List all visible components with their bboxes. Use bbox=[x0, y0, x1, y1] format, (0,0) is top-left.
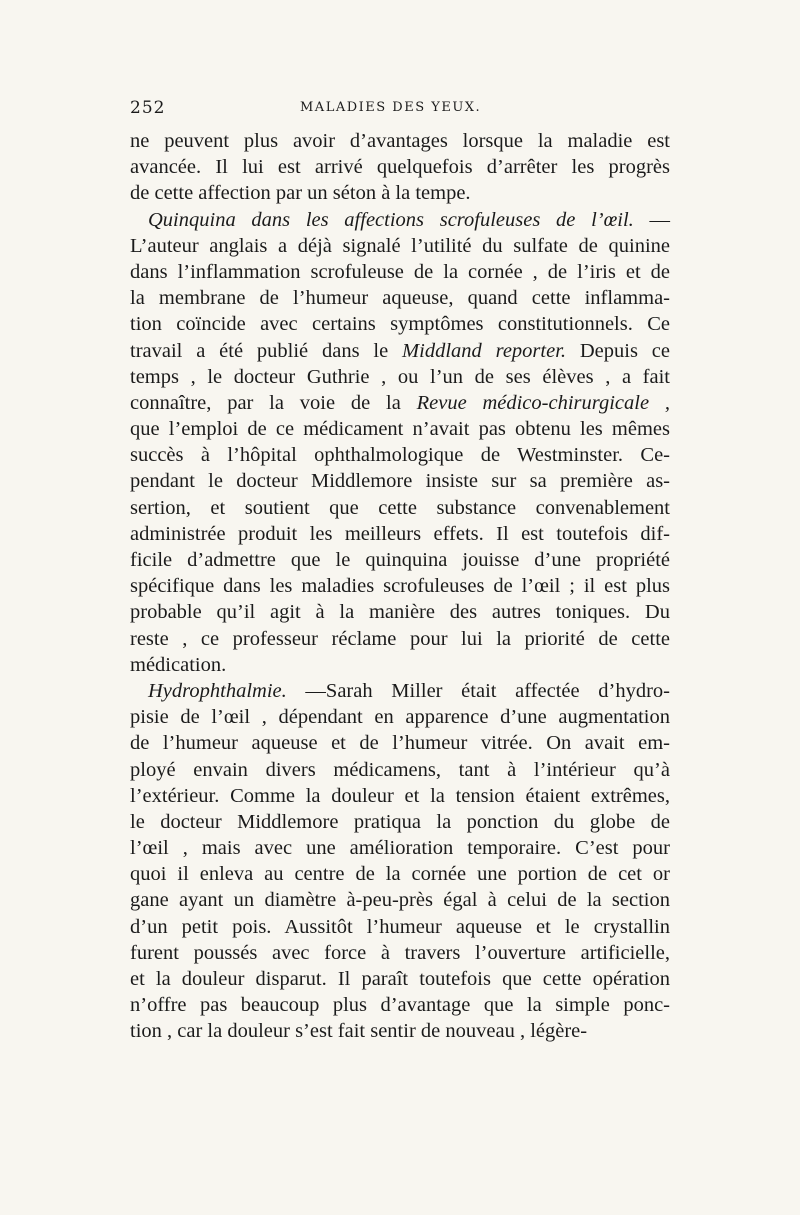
text-run: ne peuvent plus avoir d’avantages lorsque la maladie est bbox=[130, 130, 670, 152]
text-run: la membrane de l’humeur aqueuse, quand cette inflamma- bbox=[130, 287, 670, 310]
text-line bbox=[130, 809, 670, 835]
running-title: MALADIES DES YEUX. bbox=[300, 100, 482, 115]
text-line bbox=[130, 521, 670, 547]
text-run: ficile d’admettre que le quinquina jouisse d’une propriété bbox=[130, 549, 670, 571]
text-run: Depuis ce bbox=[566, 339, 670, 362]
text-line bbox=[130, 416, 670, 442]
text-run: que l’emploi de ce médicament n’avait pas obtenu les mêmes bbox=[130, 418, 670, 441]
text-run: tion , car la douleur s’est fait sentir de nouveau , légère- bbox=[130, 1020, 588, 1043]
text-run: d’un petit pois. Aussitôt l’humeur aqueuse et le crystallin bbox=[130, 915, 670, 938]
paragraph bbox=[130, 207, 670, 678]
text-run: spécifique dans les maladies scrofuleuses de l’œil ; il est plus bbox=[130, 575, 670, 598]
text-line bbox=[130, 966, 670, 992]
text-run: de l’humeur aqueuse et de l’humeur vitrée. On avait em- bbox=[130, 732, 670, 755]
text-line bbox=[130, 338, 670, 364]
text-line bbox=[130, 180, 670, 206]
text-run: l’œil , mais avec une amélioration temporaire. C’est pour bbox=[130, 837, 670, 860]
text-run: —Sarah Miller était affectée d’hydro- bbox=[286, 679, 670, 702]
text-run: — bbox=[633, 208, 671, 231]
text-run: médication. bbox=[130, 653, 227, 676]
text-line bbox=[130, 364, 670, 390]
text-run: quoi il enleva au centre de la cornée une portion de cet or bbox=[130, 863, 670, 886]
body-text bbox=[130, 128, 670, 1045]
text-line bbox=[130, 783, 670, 809]
text-run: L’auteur anglais a déjà signalé l’utilité du sulfate de quinine bbox=[130, 234, 670, 257]
text-run: connaître, par la voie de la bbox=[130, 391, 417, 414]
text-run: sertion, et soutient que cette substance convenablement bbox=[130, 496, 670, 519]
italic-text: Revue médico-chirurgicale , bbox=[416, 391, 670, 414]
text-run: probable qu’il agit à la manière des autres toniques. Du bbox=[130, 601, 670, 624]
text-run: temps , le docteur Guthrie , ou l’un de ses élèves , a fait bbox=[130, 365, 670, 388]
paragraph bbox=[130, 678, 670, 1045]
text-run: reste , ce professeur réclame pour lui la priorité de cette bbox=[130, 627, 670, 650]
text-run: succès à l’hôpital ophthalmologique de Westminster. Ce- bbox=[130, 444, 670, 467]
paragraph bbox=[130, 128, 670, 207]
text-line bbox=[130, 468, 670, 494]
text-run: gane ayant un diamètre à-peu-près égal à celui de la section bbox=[130, 889, 670, 912]
text-line bbox=[130, 704, 670, 730]
text-run: travail a été publié dans le bbox=[130, 339, 403, 362]
text-line bbox=[130, 887, 670, 913]
text-line bbox=[130, 442, 670, 468]
text-line bbox=[130, 1018, 670, 1044]
page-header bbox=[130, 98, 670, 122]
text-run: et la douleur disparut. Il paraît toutefois que cette opération bbox=[130, 968, 670, 990]
text-line bbox=[130, 207, 670, 233]
text-line bbox=[130, 861, 670, 887]
text-run: tion coïncide avec certains symptômes constitutionnels. Ce bbox=[130, 313, 670, 336]
text-line bbox=[130, 547, 670, 573]
italic-text: Hydrophthalmie. bbox=[148, 679, 287, 702]
text-line bbox=[130, 626, 670, 652]
text-line bbox=[130, 154, 670, 180]
text-line bbox=[130, 285, 670, 311]
text-run: administrée produit les meilleurs effets. Il est toutefois dif- bbox=[130, 522, 670, 545]
text-line bbox=[130, 940, 670, 966]
text-line bbox=[130, 835, 670, 861]
text-line bbox=[130, 599, 670, 625]
text-run: le docteur Middlemore pratiqua la ponction du globe de bbox=[130, 810, 670, 833]
text-line bbox=[130, 259, 670, 285]
text-line bbox=[130, 573, 670, 599]
text-run: furent poussés avec force à travers l’ouverture artificielle, bbox=[130, 941, 670, 964]
text-line bbox=[130, 757, 670, 783]
text-line bbox=[130, 390, 670, 416]
text-line bbox=[130, 652, 670, 678]
text-run: pendant le docteur Middlemore insiste sur sa première as- bbox=[130, 470, 670, 493]
text-run: avancée. Il lui est arrivé quelquefois d’arrêter les progrès bbox=[130, 156, 670, 179]
italic-text: Middland reporter. bbox=[402, 339, 567, 362]
text-line bbox=[130, 730, 670, 756]
text-run: l’extérieur. Comme la douleur et la tension étaient extrêmes, bbox=[130, 784, 670, 807]
text-line bbox=[130, 311, 670, 337]
text-run: de cette affection par un séton à la tempe. bbox=[130, 182, 471, 205]
text-run: dans l’inflammation scrofuleuse de la cornée , de l’iris et de bbox=[130, 260, 670, 283]
italic-text: Quinquina dans les affections scrofuleuses de l’œil. bbox=[148, 208, 634, 231]
text-run: n’offre pas beaucoup plus d’avantage que la simple ponc- bbox=[130, 994, 670, 1017]
text-run: ployé envain divers médicamens, tant à l’intérieur qu’à bbox=[130, 758, 670, 781]
text-line bbox=[130, 128, 670, 154]
text-line bbox=[130, 233, 670, 259]
page-number: 252 bbox=[130, 98, 166, 118]
text-line bbox=[130, 495, 670, 521]
text-line bbox=[130, 914, 670, 940]
text-run: pisie de l’œil , dépendant en apparence d’une augmentation bbox=[130, 706, 670, 729]
text-line bbox=[130, 992, 670, 1018]
text-line bbox=[130, 678, 670, 704]
